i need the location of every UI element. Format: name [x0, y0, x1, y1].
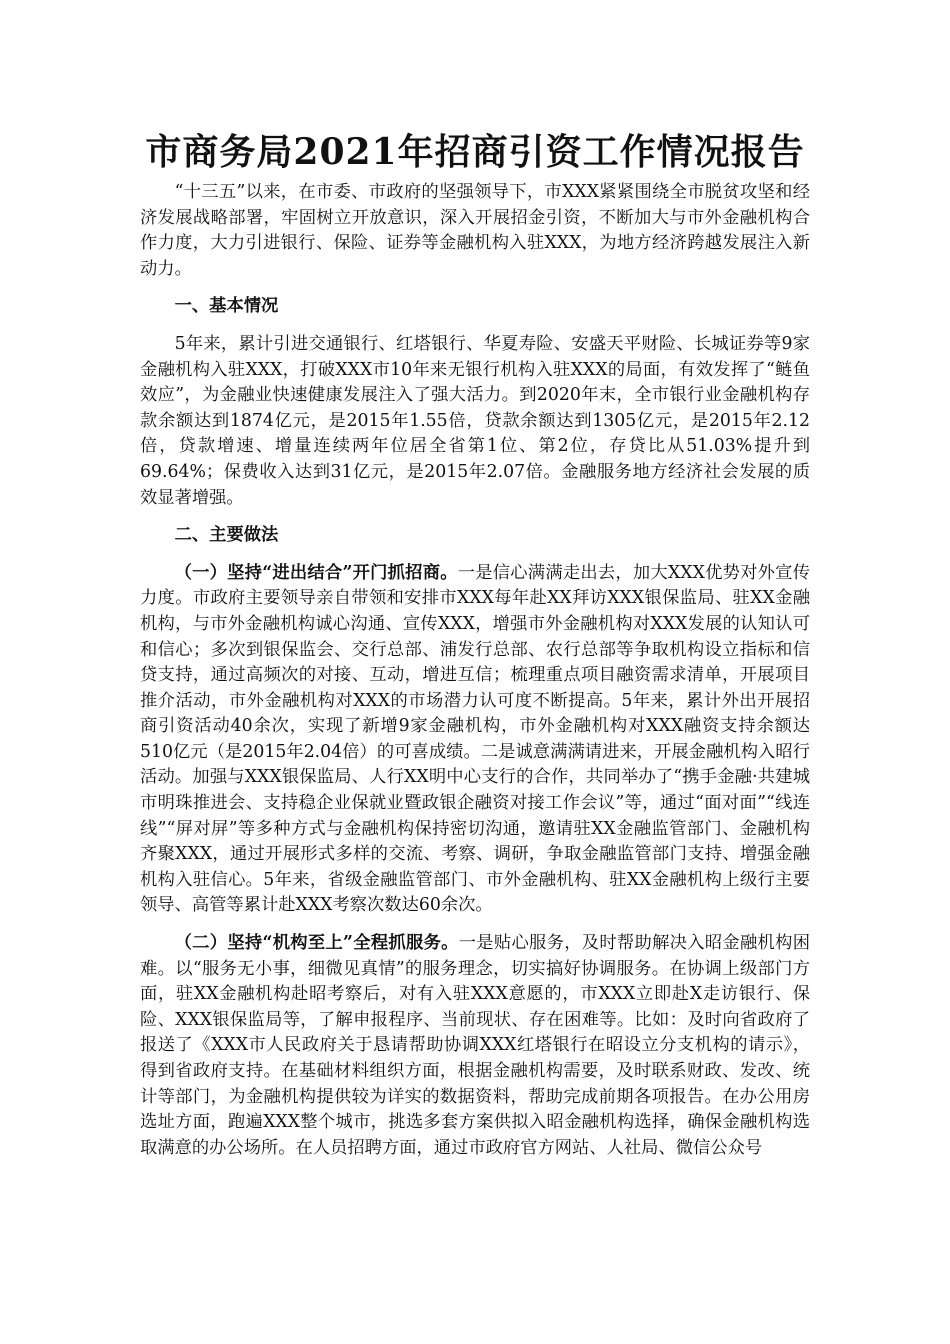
practice-1-paragraph — [140, 561, 810, 919]
intro-paragraph: “十三五”以来，在市委、市政府的坚强领导下，市XXX紧紧围绕全市脱贫攻坚和经济发展战略部署，牢固树立开放意识，深入开展招金引资，不断加大与市外金融机构合作力度，大力引进银行、保险、证券等金融机构入驻XXX，为地方经济跨越发展注入新动力。 — [140, 182, 810, 279]
section-heading-basic-situation: 一、基本情况 — [174, 296, 279, 317]
document-title: 市商务局2021年招商引资工作情况报告 — [145, 131, 805, 173]
basic-situation-paragraph: 5年来，累计引进交通银行、红塔银行、华夏寿险、安盛天平财险、长城证券等9家金融机构入驻XXX，打破XXX市10年来无银行机构入驻XXX的局面，有效发挥了“鲢鱼效应”，为金融业快速健康发展注入了强大活力。到2020年末，全市银行业金融机构存款余额达到1874亿元，是2015年1.55倍，贷款余额达到1305亿元，是2015年2.12倍，贷款增速、增量连续两年位居全省第1位、第2位，存贷比从51.03%提升到69.64%；保费收入达到31亿元，是2015年2.07倍。金融服务地方经济社会发展的质效显著增强。 — [140, 333, 810, 508]
practice-2-text: 一是贴心服务，及时帮助解决入昭金融机构困难。以“服务无小事，细微见真情”的服务理念，切实搞好协调服务。在协调上级部门方面，驻XX金融机构赴昭考察后，对有入驻XXX意愿的，市XXX立即赴X走访银行、保险、XXX银保监局等，了解申报程序、当前现状、存在困难等。比如：及时向省政府了报送了《XXX市人民政府关于恳请帮助协调XXX红塔银行在昭设立分支机构的请示》，得到省政府支持。在基础材料组织方面，根据金融机构需要，及时联系财政、发改、统计等部门，为金融机构提供较为详实的数据资料，帮助完成前期各项报告。在办公用房选址方面，跑遍XXX整个城市，挑选多套方案供拟入昭金融机构选择，确保金融机构选取满意的办公场所。在人员招聘方面，通过市政府官方网站、人社局、微信公众号 — [140, 933, 810, 1158]
practice-1-heading: （一）坚持“进出结合”开门抓招商。 — [174, 562, 458, 583]
section-heading-main-practices: 二、主要做法 — [174, 525, 279, 546]
practice-1-text: 一是信心满满走出去，加大XXX优势对外宣传力度。市政府主要领导亲自带领和安排市XXX每年赴XX拜访XXX银保监局、驻XX金融机构，与市外金融机构诚心沟通、宣传XXX，增强市外金融机构对XXX发展的认知认可和信心；多次到银保监会、交行总部、浦发行总部、农行总部等争取机构设立指标和信贷支持，通过高频次的对接、互动，增进互信；梳理重点项目融资需求清单，开展项目推介活动，市外金融机构对XXX的市场潜力认可度不断提高。5年来，累计外出开展招商引资活动40余次，实现了新增9家金融机构，市外金融机构对XXX融资支持余额达510亿元（是2015年2.04倍）的可喜成绩。二是诚意满满请进来，开展金融机构入昭行活动。加强与XXX银保监局、人行XX明中心支行的合作，共同举办了“携手金融·共建城市明珠推进会、支持稳企业保就业暨政银企融资对接工作会议”等，通过“面对面”“线连线”“屏对屏”等多种方式与金融机构保持密切沟通，邀请驻XX金融监管部门、金融机构齐聚XXX，通过开展形式多样的交流、考察、调研，争取金融监管部门支持、增强金融机构入驻信心。5年来，省级金融监管部门、市外金融机构、驻XX金融机构上级行主要领导、高管等累计赴XXX考察次数达60余次。 — [140, 562, 810, 916]
document-body — [140, 180, 810, 1161]
practice-2-heading: （二）坚持“机构至上”全程抓服务。 — [174, 933, 459, 954]
practice-2-paragraph — [140, 931, 810, 1161]
